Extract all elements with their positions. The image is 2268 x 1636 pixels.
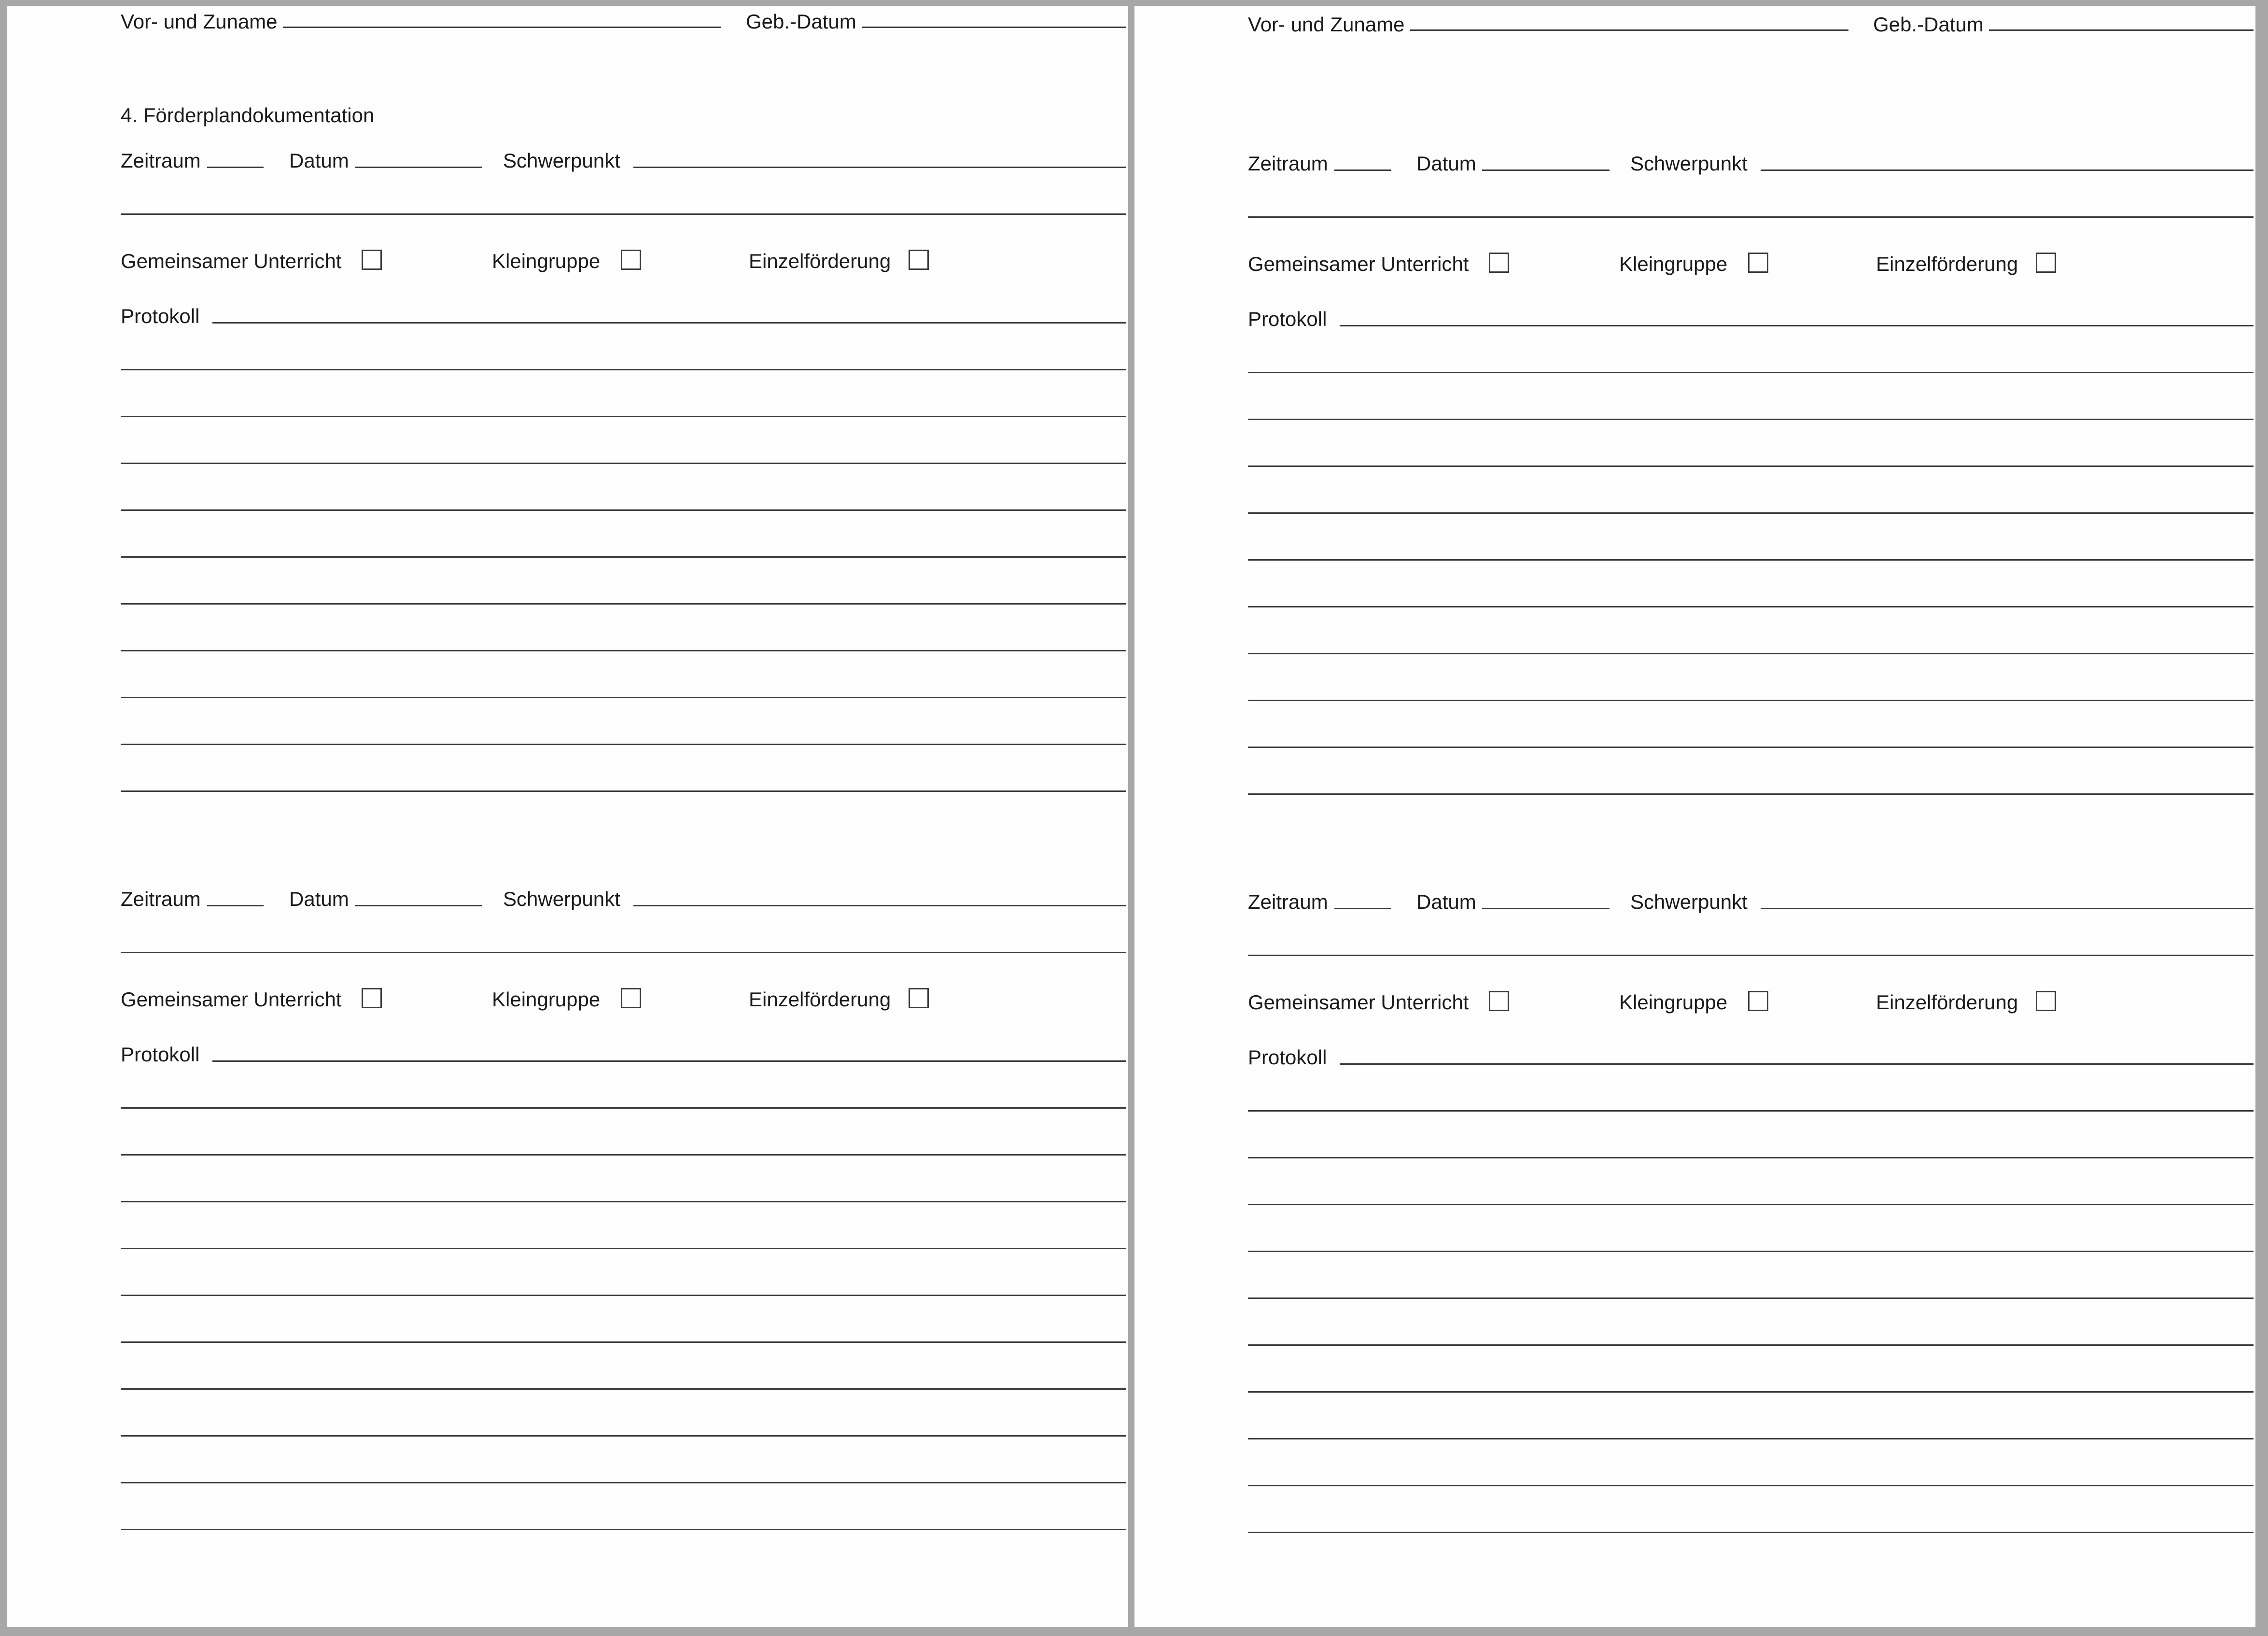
block-1-protokoll-line[interactable]	[212, 322, 1126, 324]
block-2-zeitraum-label: Zeitraum	[1248, 890, 1328, 913]
block-2-small-group-checkbox[interactable]	[621, 988, 641, 1008]
block-2-protokoll-writing-line[interactable]	[121, 1248, 1126, 1249]
block-1-protokoll-writing-line[interactable]	[121, 509, 1126, 511]
block-1-schwerpunkt-line-2[interactable]	[121, 213, 1126, 215]
name-label: Vor- und Zuname	[121, 10, 278, 33]
form-page-right	[1134, 6, 2255, 1627]
block-2-protokoll-writing-line[interactable]	[1248, 1204, 2254, 1205]
block-2-small-group-checkbox[interactable]	[1748, 991, 1768, 1011]
block-1-datum-label: Datum	[1416, 152, 1476, 175]
birthdate-label: Geb.-Datum	[1873, 13, 1984, 36]
block-2-zeitraum-label: Zeitraum	[121, 888, 201, 910]
block-1-schwerpunkt-line[interactable]	[1761, 169, 2254, 171]
block-1-protokoll-writing-line[interactable]	[121, 416, 1126, 417]
name-line[interactable]	[1410, 29, 1848, 31]
block-2-small-group-label: Kleingruppe	[1619, 991, 1728, 1014]
block-1-datum-label: Datum	[289, 149, 349, 172]
block-2-joint-lesson-checkbox[interactable]	[362, 988, 382, 1008]
block-1-protokoll-writing-line[interactable]	[121, 369, 1126, 370]
block-2-protokoll-writing-line[interactable]	[1248, 1344, 2254, 1346]
block-1-zeitraum-label: Zeitraum	[121, 149, 201, 172]
block-1-zeitraum-line[interactable]	[1334, 169, 1391, 171]
block-1-protokoll-writing-line[interactable]	[1248, 512, 2254, 514]
block-2-schwerpunkt-line-2[interactable]	[1248, 955, 2254, 956]
block-2-schwerpunkt-line[interactable]	[633, 905, 1126, 906]
block-1-protokoll-label: Protokoll	[121, 305, 200, 327]
block-1-zeitraum-label: Zeitraum	[1248, 152, 1328, 175]
block-2-protokoll-line[interactable]	[212, 1060, 1126, 1062]
block-1-protokoll-writing-line[interactable]	[121, 650, 1126, 651]
block-2-joint-lesson-checkbox[interactable]	[1489, 991, 1509, 1011]
block-2-protokoll-writing-line[interactable]	[1248, 1298, 2254, 1299]
block-1-protokoll-line[interactable]	[1340, 325, 2254, 326]
block-2-protokoll-line[interactable]	[1340, 1063, 2254, 1065]
block-1-individual-support-checkbox[interactable]	[2036, 253, 2056, 273]
block-1-zeitraum-line[interactable]	[207, 167, 264, 168]
block-2-schwerpunkt-label: Schwerpunkt	[1630, 890, 1748, 913]
block-2-protokoll-label: Protokoll	[121, 1043, 200, 1066]
block-2-protokoll-writing-line[interactable]	[1248, 1110, 2254, 1112]
block-2-protokoll-writing-line[interactable]	[1248, 1391, 2254, 1393]
block-2-datum-label: Datum	[289, 888, 349, 910]
block-1-joint-lesson-label: Gemeinsamer Unterricht	[121, 250, 342, 272]
block-2-schwerpunkt-label: Schwerpunkt	[503, 888, 620, 910]
block-2-protokoll-writing-line[interactable]	[1248, 1532, 2254, 1533]
block-2-protokoll-writing-line[interactable]	[121, 1529, 1126, 1530]
block-2-individual-support-label: Einzelförderung	[1876, 991, 2018, 1014]
block-1-joint-lesson-label: Gemeinsamer Unterricht	[1248, 253, 1469, 275]
block-1-protokoll-writing-line[interactable]	[121, 697, 1126, 698]
block-2-joint-lesson-label: Gemeinsamer Unterricht	[1248, 991, 1469, 1014]
block-2-protokoll-writing-line[interactable]	[121, 1435, 1126, 1437]
block-2-protokoll-writing-line[interactable]	[1248, 1438, 2254, 1439]
block-2-protokoll-writing-line[interactable]	[1248, 1157, 2254, 1158]
block-1-protokoll-writing-line[interactable]	[1248, 606, 2254, 607]
block-2-protokoll-writing-line[interactable]	[121, 1295, 1126, 1296]
block-1-schwerpunkt-line-2[interactable]	[1248, 216, 2254, 218]
block-2-protokoll-writing-line[interactable]	[121, 1107, 1126, 1109]
block-1-schwerpunkt-line[interactable]	[633, 167, 1126, 168]
block-2-individual-support-checkbox[interactable]	[909, 988, 929, 1008]
block-2-small-group-label: Kleingruppe	[492, 988, 601, 1011]
block-2-protokoll-writing-line[interactable]	[121, 1154, 1126, 1156]
block-1-protokoll-writing-line[interactable]	[121, 744, 1126, 745]
section-title: 4. Förderplandokumentation	[121, 104, 375, 127]
block-1-schwerpunkt-label: Schwerpunkt	[1630, 152, 1748, 175]
block-2-zeitraum-line[interactable]	[1334, 908, 1391, 909]
block-1-protokoll-label: Protokoll	[1248, 308, 1327, 330]
birthdate-line[interactable]	[862, 27, 1126, 28]
block-2-protokoll-writing-line[interactable]	[121, 1201, 1126, 1202]
block-1-datum-line[interactable]	[355, 167, 482, 168]
block-2-datum-line[interactable]	[355, 905, 482, 906]
block-1-protokoll-writing-line[interactable]	[121, 603, 1126, 605]
name-label: Vor- und Zuname	[1248, 13, 1405, 36]
block-1-protokoll-writing-line[interactable]	[1248, 419, 2254, 420]
block-1-protokoll-writing-line[interactable]	[121, 556, 1126, 558]
block-1-small-group-checkbox[interactable]	[1748, 253, 1768, 273]
block-2-individual-support-checkbox[interactable]	[2036, 991, 2056, 1011]
block-2-protokoll-writing-line[interactable]	[121, 1388, 1126, 1390]
block-1-small-group-label: Kleingruppe	[1619, 253, 1728, 275]
block-2-protokoll-label: Protokoll	[1248, 1046, 1327, 1069]
name-line[interactable]	[283, 27, 721, 28]
block-2-schwerpunkt-line-2[interactable]	[121, 952, 1126, 953]
block-2-datum-line[interactable]	[1482, 908, 1610, 909]
block-1-protokoll-writing-line[interactable]	[1248, 465, 2254, 467]
block-2-schwerpunkt-line[interactable]	[1761, 908, 2254, 909]
birthdate-line[interactable]	[1989, 29, 2254, 31]
block-1-small-group-checkbox[interactable]	[621, 250, 641, 270]
block-1-joint-lesson-checkbox[interactable]	[1489, 253, 1509, 273]
block-2-individual-support-label: Einzelförderung	[749, 988, 891, 1011]
block-1-individual-support-label: Einzelförderung	[749, 250, 891, 272]
block-1-protokoll-writing-line[interactable]	[1248, 793, 2254, 795]
block-1-protokoll-writing-line[interactable]	[1248, 653, 2254, 654]
block-1-protokoll-writing-line[interactable]	[1248, 700, 2254, 701]
block-2-joint-lesson-label: Gemeinsamer Unterricht	[121, 988, 342, 1011]
block-2-protokoll-writing-line[interactable]	[1248, 1251, 2254, 1252]
block-1-individual-support-label: Einzelförderung	[1876, 253, 2018, 275]
block-1-protokoll-writing-line[interactable]	[121, 790, 1126, 792]
block-1-protokoll-writing-line[interactable]	[1248, 559, 2254, 561]
block-1-datum-line[interactable]	[1482, 169, 1610, 171]
block-2-datum-label: Datum	[1416, 890, 1476, 913]
block-1-protokoll-writing-line[interactable]	[1248, 747, 2254, 748]
block-1-protokoll-writing-line[interactable]	[121, 463, 1126, 464]
block-2-zeitraum-line[interactable]	[207, 905, 264, 906]
block-2-protokoll-writing-line[interactable]	[121, 1341, 1126, 1343]
birthdate-label: Geb.-Datum	[746, 10, 856, 33]
block-2-protokoll-writing-line[interactable]	[121, 1482, 1126, 1483]
block-1-schwerpunkt-label: Schwerpunkt	[503, 149, 620, 172]
block-1-small-group-label: Kleingruppe	[492, 250, 601, 272]
form-page-left	[7, 6, 1128, 1627]
block-1-individual-support-checkbox[interactable]	[909, 250, 929, 270]
block-1-joint-lesson-checkbox[interactable]	[362, 250, 382, 270]
block-1-protokoll-writing-line[interactable]	[1248, 372, 2254, 373]
block-2-protokoll-writing-line[interactable]	[1248, 1485, 2254, 1486]
